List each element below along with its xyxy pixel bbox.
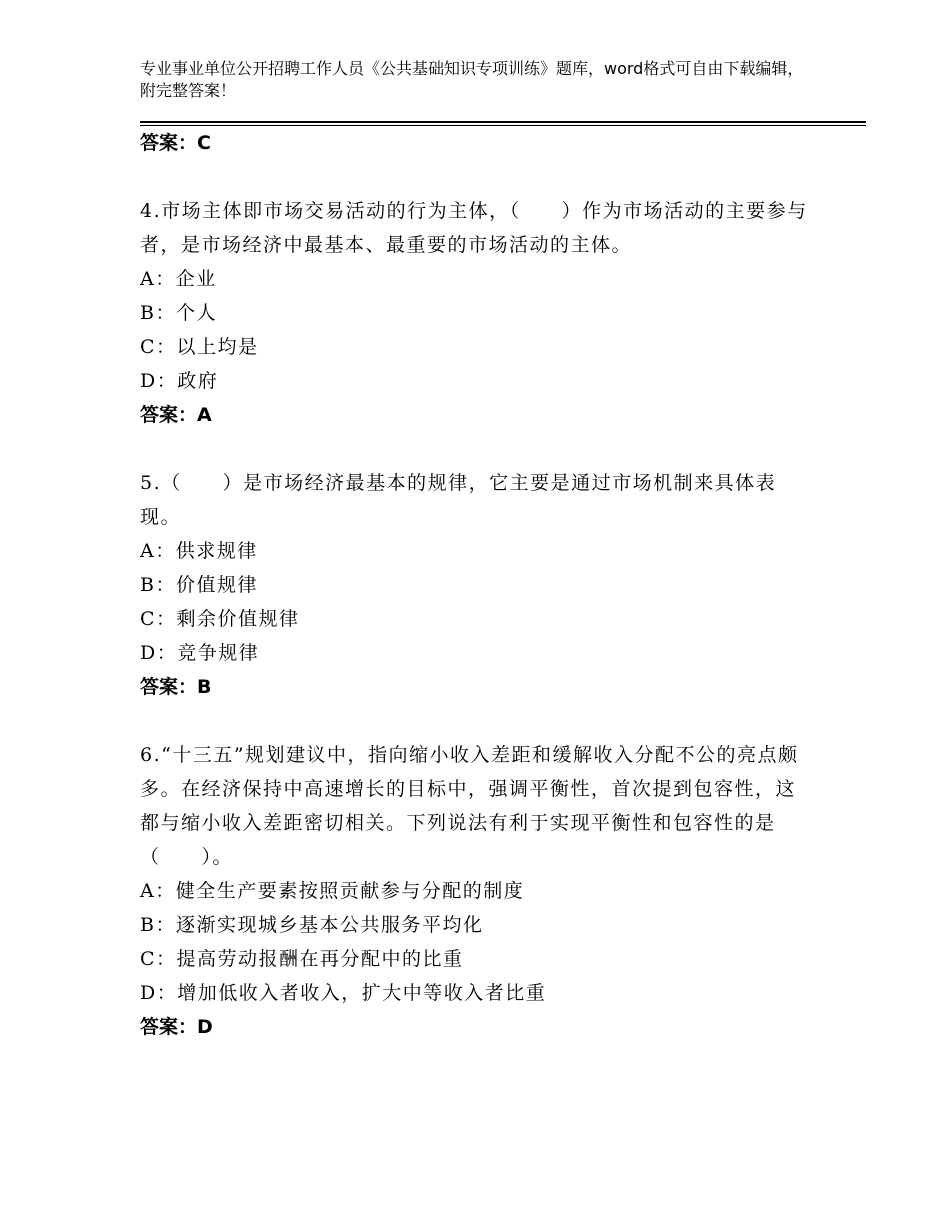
document-body — [140, 126, 810, 1044]
option-a: A：健全生产要素按照贡献参与分配的制度 — [140, 880, 525, 902]
document-header: 专业事业单位公开招聘工作人员《公共基础知识专项训练》题库，word格式可自由下载编辑，附完整答案！ — [140, 59, 804, 100]
question-stem: 5.（ ）是市场经济最基本的规律，它主要是通过市场机制来具体表现。 — [140, 472, 777, 528]
answer: 答案：D — [140, 1016, 213, 1038]
answer: 答案：A — [140, 404, 212, 426]
answer: 答案：B — [140, 676, 212, 698]
option-d: D：增加低收入者收入，扩大中等收入者比重 — [140, 982, 547, 1004]
option-d: D：政府 — [140, 370, 219, 392]
question-4 — [140, 194, 810, 432]
answer-previous: 答案：C — [140, 132, 211, 154]
question-5 — [140, 466, 810, 704]
question-6 — [140, 738, 810, 1044]
option-b: B：个人 — [140, 302, 217, 324]
question-stem: 4.市场主体即市场交易活动的行为主体，（ ）作为市场活动的主要参与者，是市场经济中最基本、最重要的市场活动的主体。 — [140, 200, 808, 256]
option-c: C：提高劳动报酬在再分配中的比重 — [140, 948, 464, 970]
header-rule-thick — [140, 121, 866, 123]
option-b: B：价值规律 — [140, 574, 258, 596]
question-stem: 6.“十三五”规划建议中，指向缩小收入差距和缓解收入分配不公的亮点颇多。在经济保持中高速增长的目标中，强调平衡性，首次提到包容性，这都与缩小收入差距密切相关。下列说法有利于实现平衡性和包容性的是（ ）。 — [140, 744, 799, 868]
option-b: B：逐渐实现城乡基本公共服务平均化 — [140, 914, 484, 936]
option-a: A：供求规律 — [140, 540, 258, 562]
option-c: C：剩余价值规律 — [140, 608, 300, 630]
option-c: C：以上均是 — [140, 336, 259, 358]
option-a: A：企业 — [140, 268, 217, 290]
option-d: D：竞争规律 — [140, 642, 260, 664]
